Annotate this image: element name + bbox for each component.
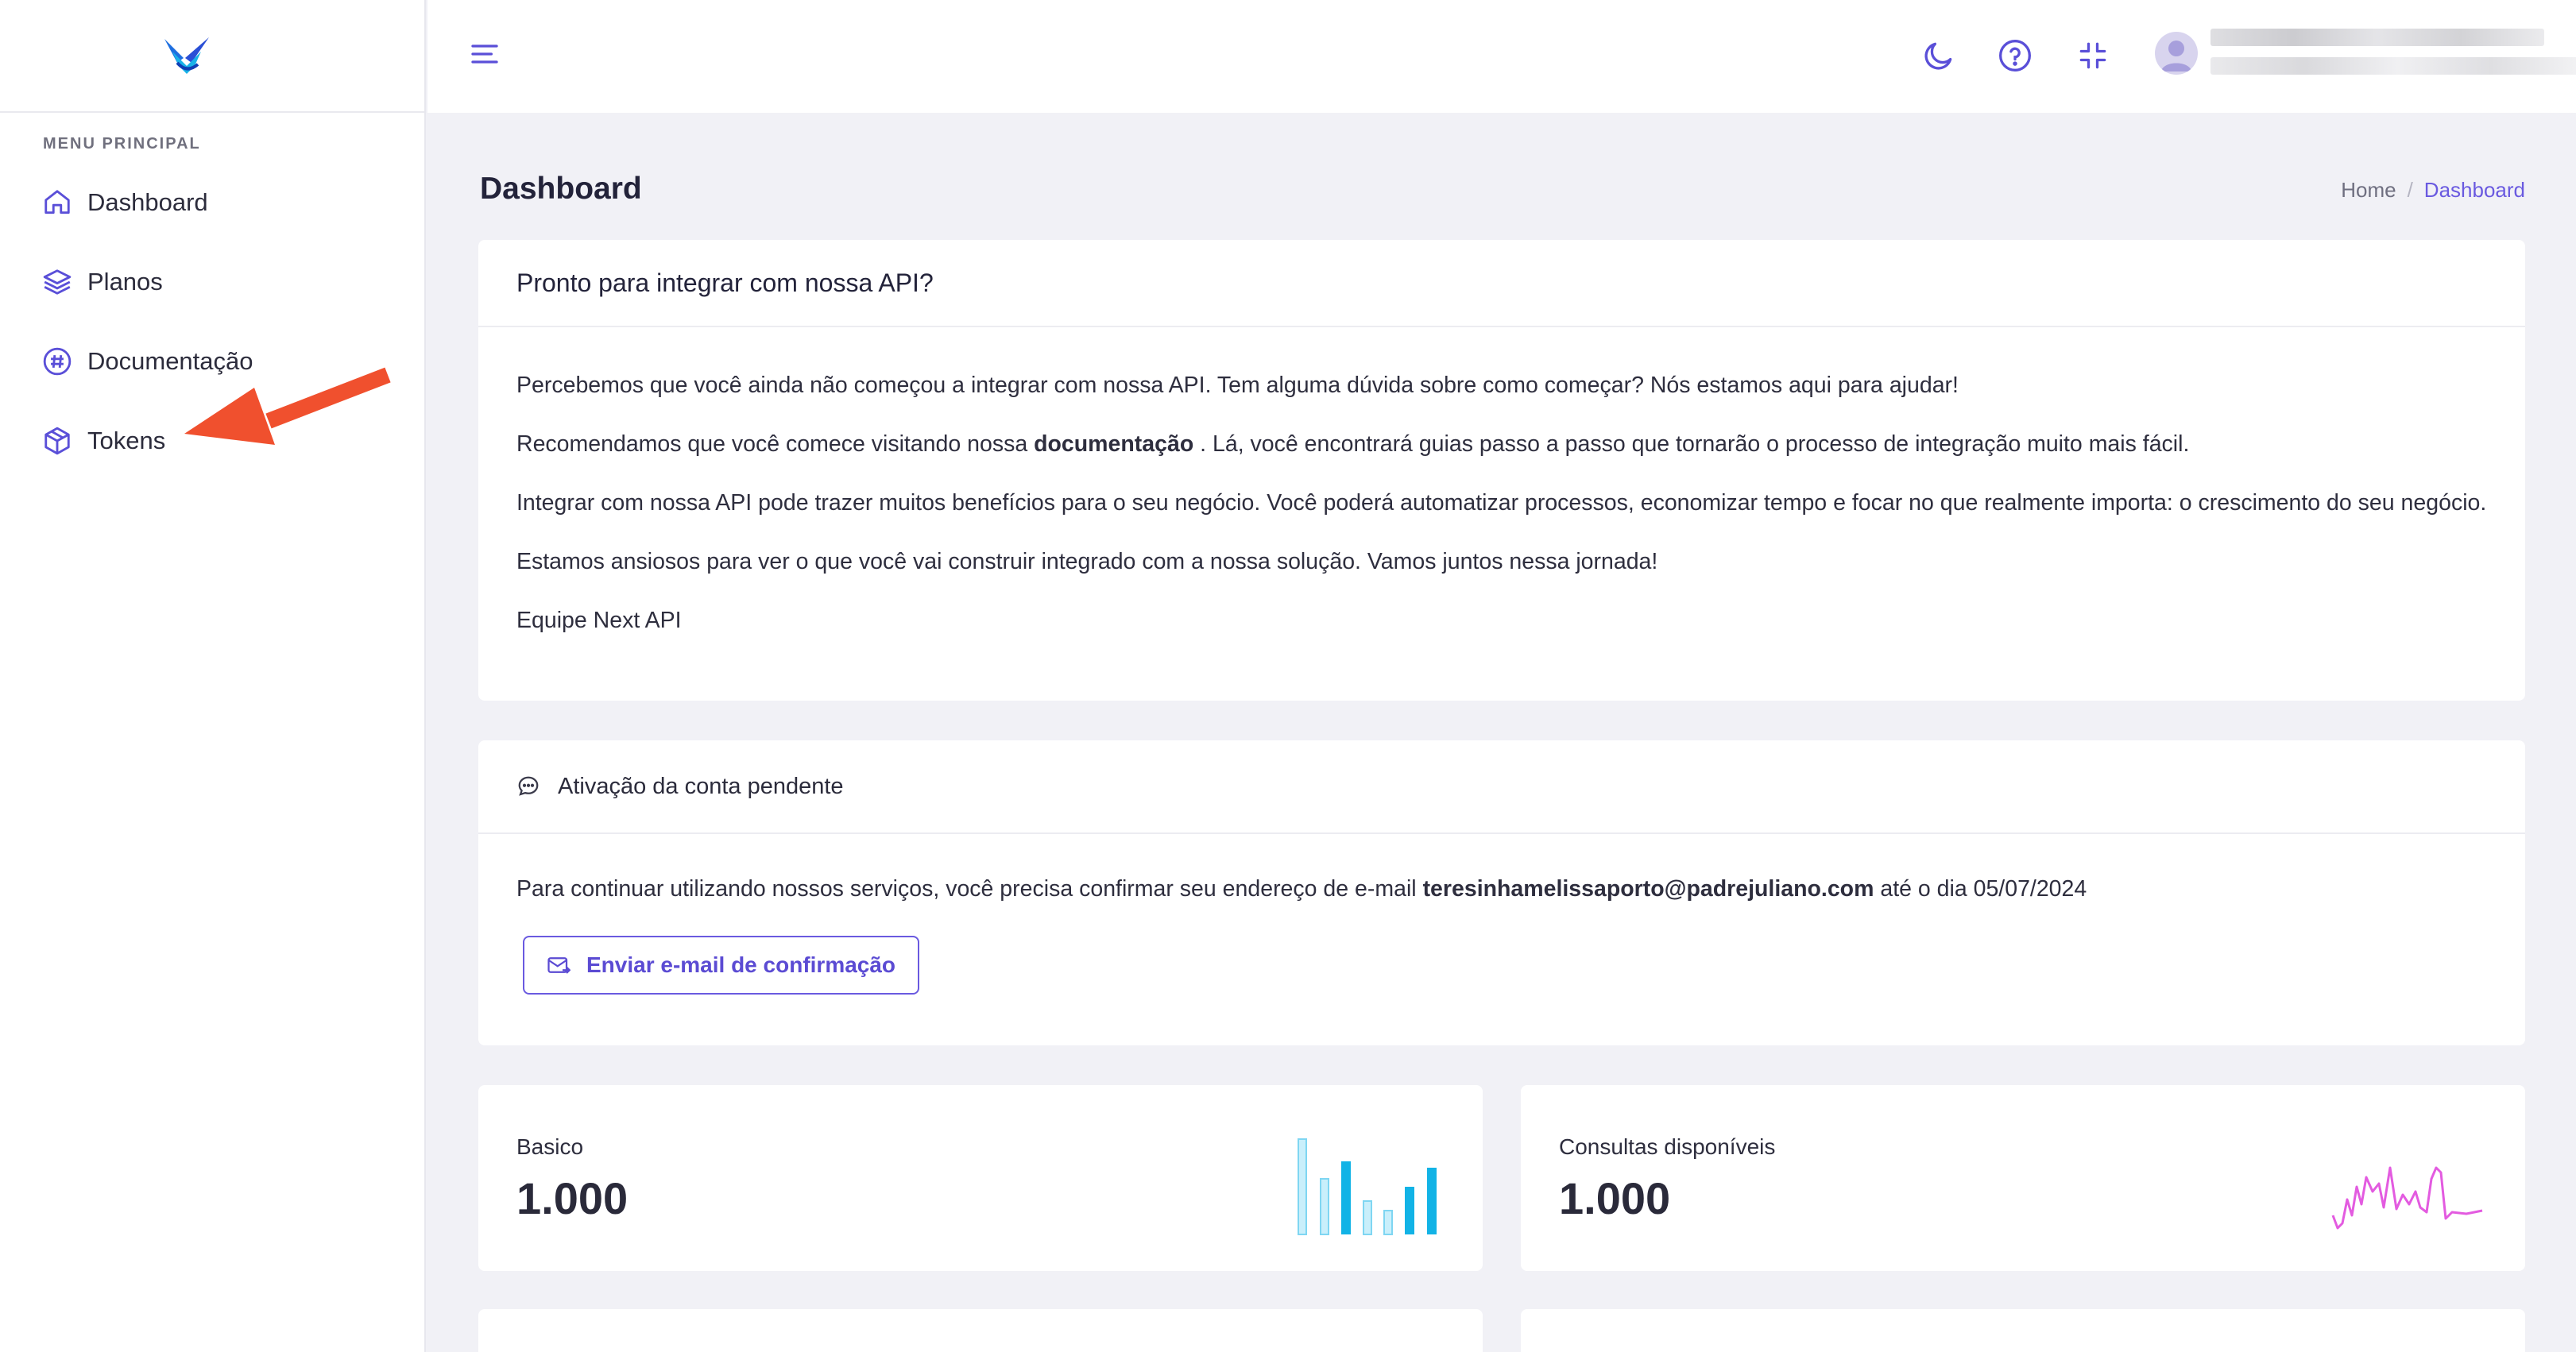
chat-icon <box>516 775 540 798</box>
minimize-icon[interactable] <box>2075 38 2110 73</box>
account-activation-card <box>478 740 2525 1045</box>
api-integration-card <box>478 240 2525 701</box>
text: Para continuar utilizando nossos serviços, você precisa confirmar seu endereço de e-mail <box>516 876 1423 902</box>
line-sparkline <box>2331 1136 2490 1239</box>
text: . Lá, você encontrará guias passo a passo que tornarão o processo de integração muito mais fácil. <box>1193 431 2190 457</box>
stat-label: Basico <box>516 1134 584 1159</box>
moon-icon[interactable] <box>1921 38 1956 73</box>
sidebar-item-label: Planos <box>87 268 163 296</box>
sidebar-section-title: MENU PRINCIPAL <box>43 135 201 153</box>
breadcrumb-current: Dashboard <box>2423 178 2525 202</box>
sidebar-item-dashboard[interactable] <box>41 179 208 226</box>
stat-card-partial <box>1521 1309 2525 1352</box>
card-paragraph: Percebemos que você ainda não começou a integrar com nossa API. Tem alguma dúvida sobre como começar? Nós estamos aqui para ajudar! <box>516 373 1959 398</box>
bar-sparkline <box>1289 1131 1448 1250</box>
card-paragraph <box>516 431 2487 458</box>
user-name-redacted <box>2210 29 2544 46</box>
breadcrumb-separator: / <box>2407 178 2413 202</box>
sidebar-item-label: Dashboard <box>87 188 208 216</box>
menu-icon[interactable] <box>469 38 501 70</box>
box-icon <box>41 425 73 457</box>
send-confirmation-email-button[interactable] <box>523 936 919 995</box>
breadcrumb <box>2341 178 2525 203</box>
stat-value: 1.000 <box>1559 1173 1671 1223</box>
documentation-link[interactable]: documentação <box>1034 431 1194 457</box>
button-label: Enviar e-mail de confirmação <box>586 952 896 977</box>
sidebar-item-label: Documentação <box>87 347 253 375</box>
layers-icon <box>41 266 73 298</box>
hash-icon <box>41 346 73 377</box>
user-email-redacted <box>2210 57 2576 75</box>
text: Recomendamos que você comece visitando nossa <box>516 431 1035 457</box>
sidebar-item-tokens[interactable] <box>41 417 165 465</box>
card-title: Pronto para integrar com nossa API? <box>478 240 2525 327</box>
home-icon <box>41 187 73 218</box>
user-icon <box>2155 32 2198 75</box>
help-icon[interactable] <box>1998 38 2033 73</box>
card-signature: Equipe Next API <box>516 608 682 633</box>
page-title: Dashboard <box>480 172 642 206</box>
breadcrumb-home[interactable]: Home <box>2341 178 2396 202</box>
mail-send-icon <box>547 953 571 977</box>
sidebar-item-planos[interactable] <box>41 258 163 306</box>
annotation-arrow <box>175 357 397 461</box>
card-paragraph: Integrar com nossa API pode trazer muitos benefícios para o seu negócio. Você poderá automatizar processos, economizar tempo e focar no que realmente importa: o crescimento do seu negócio. <box>516 490 2487 516</box>
sidebar-item-label: Tokens <box>87 427 166 454</box>
topbar <box>427 0 2576 113</box>
stat-label: Consultas disponíveis <box>1559 1134 1776 1159</box>
avatar[interactable] <box>2155 32 2198 75</box>
card-header <box>478 740 2525 834</box>
stat-card-partial <box>478 1309 1483 1352</box>
card-title: Ativação da conta pendente <box>558 773 844 799</box>
logo-icon <box>161 34 212 77</box>
logo[interactable] <box>0 0 424 113</box>
stat-card-plan <box>478 1085 1483 1271</box>
stat-card-queries <box>1521 1085 2525 1271</box>
stat-value: 1.000 <box>516 1173 629 1223</box>
text: até o dia 05/07/2024 <box>1874 876 2087 902</box>
sidebar <box>0 0 426 1352</box>
activation-message <box>516 875 2487 902</box>
user-email: teresinhamelissaporto@padrejuliano.com <box>1422 876 1874 902</box>
card-paragraph: Estamos ansiosos para ver o que você vai construir integrado com a nossa solução. Vamos juntos nessa jornada! <box>516 549 1658 574</box>
